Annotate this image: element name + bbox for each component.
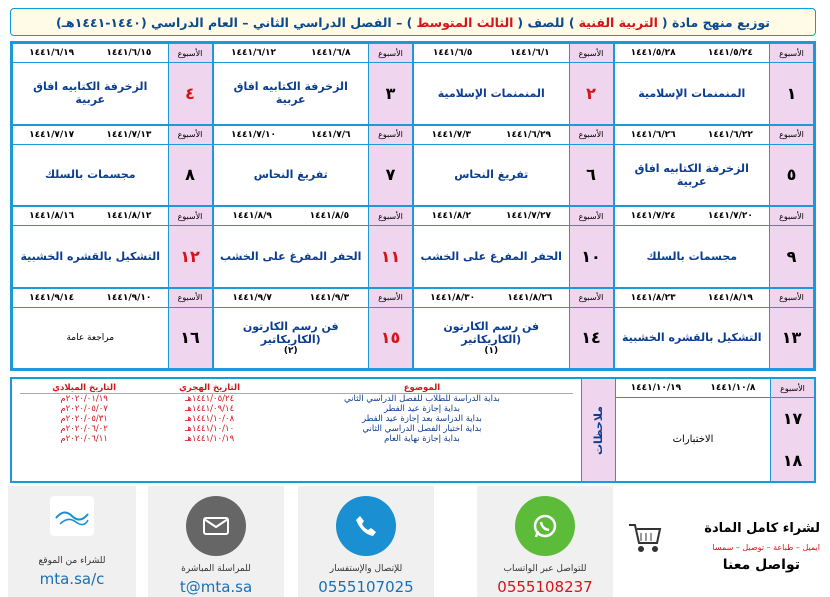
week-to-date: ١٤٤١/٨/٢ xyxy=(431,211,472,221)
notes-gregorian: ٢٠٢٠/٠١/١٩م xyxy=(60,394,108,404)
title-part3: ) – الفصل الدراسي الثاني – العام الدراسي (١٤٤٠-١٤٤١هـ) xyxy=(56,14,413,30)
notes-event: بداية إجازة عيد الفطر xyxy=(383,404,460,414)
week-from-date: ١٤٤١/٧/٢٠ xyxy=(707,211,753,221)
week-from-date: ١٤٤١/٨/٢٦ xyxy=(507,292,553,303)
week-dates xyxy=(615,126,770,145)
notes-hijri: ١٤٤١/٠٩/١٤هـ xyxy=(184,404,235,414)
week-from-date: ١٤٤١/٦/١ xyxy=(510,48,550,58)
week-topic xyxy=(414,145,569,206)
week-label: الأسبوع xyxy=(168,207,212,226)
week-to-date: ١٤٤١/٥/٢٨ xyxy=(630,48,676,58)
phone-icon xyxy=(336,496,396,556)
week-dates xyxy=(414,207,569,226)
notes-gregorian: ٢٠٢٠/٠٥/٣١م xyxy=(60,414,108,424)
week-cell xyxy=(12,43,213,125)
week-to-date: ١٤٤١/٦/٥ xyxy=(432,48,473,58)
week-dates xyxy=(214,126,369,145)
notes-hijri: ١٤٤١/١٠/١٠هـ xyxy=(184,424,235,434)
notes-label xyxy=(581,379,615,481)
title-part2: ) للصف ( xyxy=(517,14,575,30)
footer xyxy=(0,486,830,597)
week-from-date: ١٤٤١/٦/٨ xyxy=(310,48,351,58)
week-to-date: ١٤٤١/٧/٣ xyxy=(431,129,472,140)
promo-contact: تواصل معنا xyxy=(722,557,800,573)
week-label: الأسبوع xyxy=(769,126,813,145)
week-topic xyxy=(615,63,770,124)
week-cell xyxy=(12,206,213,288)
site-label: للشراء من الموقع xyxy=(38,556,106,566)
week-from-date: ١٤٤١/٧/٦ xyxy=(310,129,351,140)
week-topic xyxy=(414,226,569,287)
week-number: ١٣ xyxy=(769,308,813,369)
week-dates xyxy=(414,289,569,308)
week-cell xyxy=(614,125,815,207)
week-topic-text: الزخرفة الكتابيه افاق عربية xyxy=(634,161,749,188)
week-number: ١٦ xyxy=(168,308,212,369)
week-label: الأسبوع xyxy=(770,379,814,398)
week-topic-text: المنمنمات الإسلامية xyxy=(638,86,746,100)
week-topic xyxy=(214,145,369,206)
title-subject: التربية الفنية xyxy=(578,14,658,30)
week-label: الأسبوع xyxy=(368,44,412,63)
week-cell xyxy=(614,288,815,370)
notes-event: بداية الدراسة للطلاب للفصل الدراسي الثاني xyxy=(344,394,500,404)
phone-box[interactable] xyxy=(298,486,434,597)
week-topic xyxy=(615,226,770,287)
week-topic-text: التشكيل بالقشره الخشبية xyxy=(20,249,160,263)
week-to-date: ١٤٤١/١٠/١٩ xyxy=(630,383,682,393)
week-topic-part: (١) xyxy=(484,345,499,356)
notes-row xyxy=(20,394,573,405)
notes-row xyxy=(20,434,573,444)
week-topic-text: تفريغ النحاس xyxy=(454,168,529,182)
week-to-date: ١٤٤١/٨/٩ xyxy=(232,211,272,221)
logo-icon xyxy=(50,496,94,536)
week-dates xyxy=(214,207,369,226)
title-part1: توزيع منهج مادة ( xyxy=(661,14,770,30)
week-topic-text: تفريغ النحاس xyxy=(253,168,328,182)
week-number: ١٧ xyxy=(782,409,803,429)
notes-label-text: ملاحظات xyxy=(592,405,605,455)
week-to-date: ١٤٤١/٦/١٩ xyxy=(29,48,75,58)
whatsapp-icon xyxy=(515,496,575,556)
week-label: الأسبوع xyxy=(569,207,613,226)
week-cell xyxy=(413,288,614,370)
week-topic-text: الزخرفة الكتابيه افاق عربية xyxy=(233,80,348,107)
promo-services: ايميل – طباعة – توصيل – سمسا xyxy=(712,543,820,552)
week-topic xyxy=(13,63,168,124)
week-number: ٥ xyxy=(769,145,813,206)
week-from-date: ١٤٤١/٦/١٥ xyxy=(106,48,152,58)
email-icon xyxy=(186,496,246,556)
week-number: ١٤ xyxy=(569,308,613,369)
week-number: ١ xyxy=(769,63,813,124)
title-grade: الثالث المتوسط xyxy=(416,14,514,30)
week-label: الأسبوع xyxy=(368,126,412,145)
phone-number[interactable]: 0555107025 xyxy=(318,578,414,596)
notes-hijri: ١٤٤١/١٠/١٩هـ xyxy=(184,434,235,444)
notes-row xyxy=(20,424,573,434)
notes-table xyxy=(12,379,581,481)
week-dates xyxy=(414,44,569,63)
week-topic-text: الحفر المفرغ على الخشب xyxy=(420,249,562,263)
week-cell xyxy=(12,288,213,370)
week-topic xyxy=(615,308,770,369)
email-label: للمراسلة المباشرة xyxy=(181,564,251,574)
week-label: الأسبوع xyxy=(368,207,412,226)
week-cell xyxy=(614,43,815,125)
week-topic: الاختبارات xyxy=(672,434,714,445)
week-cell xyxy=(213,125,414,207)
week-topic xyxy=(214,308,369,369)
week-number: ٤ xyxy=(168,63,212,124)
week-to-date: ١٤٤١/٧/٢٤ xyxy=(630,211,676,221)
week-topic-text: مجسمات بالسلك xyxy=(646,249,738,263)
notes-row xyxy=(20,414,573,424)
week-label: الأسبوع xyxy=(168,44,212,63)
notes-header-topic: الموضوع xyxy=(271,383,573,394)
email-link[interactable]: t@mta.sa xyxy=(179,578,253,596)
week-number: ١٠ xyxy=(569,226,613,287)
week-to-date: ١٤٤١/٨/٢٣ xyxy=(630,292,676,303)
week-from-date: ١٤٤١/١٠/٨ xyxy=(710,383,756,393)
week-dates xyxy=(214,289,369,308)
week-from-date: ١٤٤١/٨/٥ xyxy=(309,211,350,221)
week-topic-text: مراجعة عامة xyxy=(66,332,115,343)
week-topic-text: التشكيل بالقشره الخشبية xyxy=(622,331,762,345)
week-label: الأسبوع xyxy=(569,289,613,308)
week-topic xyxy=(13,145,168,206)
week-number: ١٢ xyxy=(168,226,212,287)
week-cell xyxy=(213,43,414,125)
phone-label: للإتصال والإستفسار xyxy=(329,564,403,574)
notes-hijri: ١٤٤١/١٠/٠٨هـ xyxy=(184,414,235,424)
page-title xyxy=(10,8,816,36)
week-label: الأسبوع xyxy=(769,207,813,226)
week-topic-text: الحفر المفرغ على الخشب xyxy=(220,249,362,263)
week-number: ٧ xyxy=(368,145,412,206)
week-from-date: ١٤٤١/٦/٢٩ xyxy=(505,129,551,140)
week-number: ٣ xyxy=(368,63,412,124)
whatsapp-box[interactable] xyxy=(477,486,613,597)
week-from-date: ١٤٤١/٧/١٣ xyxy=(106,129,152,140)
week-dates xyxy=(13,126,168,145)
week-cell xyxy=(413,206,614,288)
notes-event: بداية اختبار الفصل الدراسي الثاني xyxy=(362,424,482,434)
cart-icon xyxy=(627,521,663,559)
week-topic-text: الزخرفة الكتابيه افاق عربية xyxy=(33,80,148,107)
week-number: ١١ xyxy=(368,226,412,287)
weeks-grid xyxy=(10,41,816,371)
week-to-date: ١٤٤١/٨/١٦ xyxy=(29,211,75,221)
week-to-date: ١٤٤١/٦/١٢ xyxy=(230,48,276,58)
week-cell xyxy=(213,288,414,370)
week-topic xyxy=(214,226,369,287)
week-topic xyxy=(615,145,770,206)
week-to-date: ١٤٤١/٩/٧ xyxy=(232,292,272,303)
week-to-date: ١٤٤١/٦/٢٦ xyxy=(630,129,676,140)
notes-event: بداية الدراسة بعد إجازة عيد الفطر xyxy=(361,414,482,424)
week-dates xyxy=(13,289,168,308)
week-cell xyxy=(213,206,414,288)
week-to-date: ١٤٤١/٩/١٤ xyxy=(29,292,75,303)
week-label: الأسبوع xyxy=(569,44,613,63)
week-numbers xyxy=(770,398,814,481)
week-topic-part: (٢) xyxy=(283,345,298,356)
week-number: ١٥ xyxy=(368,308,412,369)
week-dates xyxy=(615,207,770,226)
week-dates xyxy=(13,44,168,63)
week-from-date: ١٤٤١/٥/٢٤ xyxy=(707,48,753,58)
week-number: ١٨ xyxy=(782,450,803,470)
week-cell xyxy=(413,125,614,207)
week-cell xyxy=(614,206,815,288)
week-from-date: ١٤٤١/٨/١٩ xyxy=(707,292,753,303)
week-from-date: ١٤٤١/٨/١٢ xyxy=(106,211,152,221)
week-dates xyxy=(414,126,569,145)
week-dates xyxy=(13,207,168,226)
notes-event: بداية إجازة نهاية العام xyxy=(384,434,460,444)
week-dates xyxy=(615,289,770,308)
week-from-date: ١٤٤١/٦/٢٢ xyxy=(707,129,753,140)
week-from-date: ١٤٤١/٩/٣ xyxy=(309,292,350,303)
notes-hijri: ١٤٤١/٠٥/٢٤هـ xyxy=(184,394,235,404)
bottom-section xyxy=(10,377,816,483)
week-from-date: ١٤٤١/٩/١٠ xyxy=(106,292,152,303)
notes-gregorian: ٢٠٢٠/٠٦/٠٢م xyxy=(60,424,108,434)
week-label: الأسبوع xyxy=(168,289,212,308)
notes-gregorian: ٢٠٢٠/٠٦/١١م xyxy=(60,434,108,444)
week-topic xyxy=(13,226,168,287)
notes-row xyxy=(20,404,573,414)
week-from-date: ١٤٤١/٧/٢٧ xyxy=(505,211,551,221)
notes-header-hijri: التاريخ الهجري xyxy=(148,383,271,394)
final-weeks-cell xyxy=(615,379,814,481)
week-label: الأسبوع xyxy=(769,289,813,308)
week-topic-text: المنمنمات الإسلامية xyxy=(437,86,545,100)
week-topic xyxy=(414,308,569,369)
week-label: الأسبوع xyxy=(769,44,813,63)
week-topic xyxy=(414,63,569,124)
week-topic-text: فن رسم الكارتون (الكاريكاتير xyxy=(443,319,540,346)
site-link[interactable]: mta.sa/c xyxy=(39,570,105,588)
week-topic xyxy=(13,308,168,369)
week-dates xyxy=(615,44,770,63)
notes-header-gregorian: التاريخ الميلادي xyxy=(20,383,148,394)
notes-gregorian: ٢٠٢٠/٠٥/٠٧م xyxy=(60,404,108,414)
week-cell xyxy=(413,43,614,125)
week-number: ٢ xyxy=(569,63,613,124)
week-dates xyxy=(214,44,369,63)
week-cell xyxy=(12,125,213,207)
week-number: ٩ xyxy=(769,226,813,287)
email-box[interactable] xyxy=(148,486,284,597)
week-to-date: ١٤٤١/٨/٣٠ xyxy=(430,292,476,303)
promo-title: لشراء كامل المادة xyxy=(704,521,820,536)
week-number: ٦ xyxy=(569,145,613,206)
week-to-date: ١٤٤١/٧/١٠ xyxy=(230,129,276,140)
week-topic xyxy=(214,63,369,124)
promo-box xyxy=(625,501,820,581)
site-box[interactable] xyxy=(8,486,136,597)
week-topic-text: مجسمات بالسلك xyxy=(44,168,136,182)
week-number: ٨ xyxy=(168,145,212,206)
whatsapp-number[interactable]: 0555108237 xyxy=(497,578,593,596)
week-to-date: ١٤٤١/٧/١٧ xyxy=(29,129,75,140)
week-label: الأسبوع xyxy=(368,289,412,308)
week-dates xyxy=(616,379,770,398)
whatsapp-label: للتواصل عبر الواتساب xyxy=(503,564,587,574)
week-label: الأسبوع xyxy=(168,126,212,145)
week-topic-text: فن رسم الكارتون (الكاريكاتير xyxy=(242,319,339,346)
week-label: الأسبوع xyxy=(569,126,613,145)
